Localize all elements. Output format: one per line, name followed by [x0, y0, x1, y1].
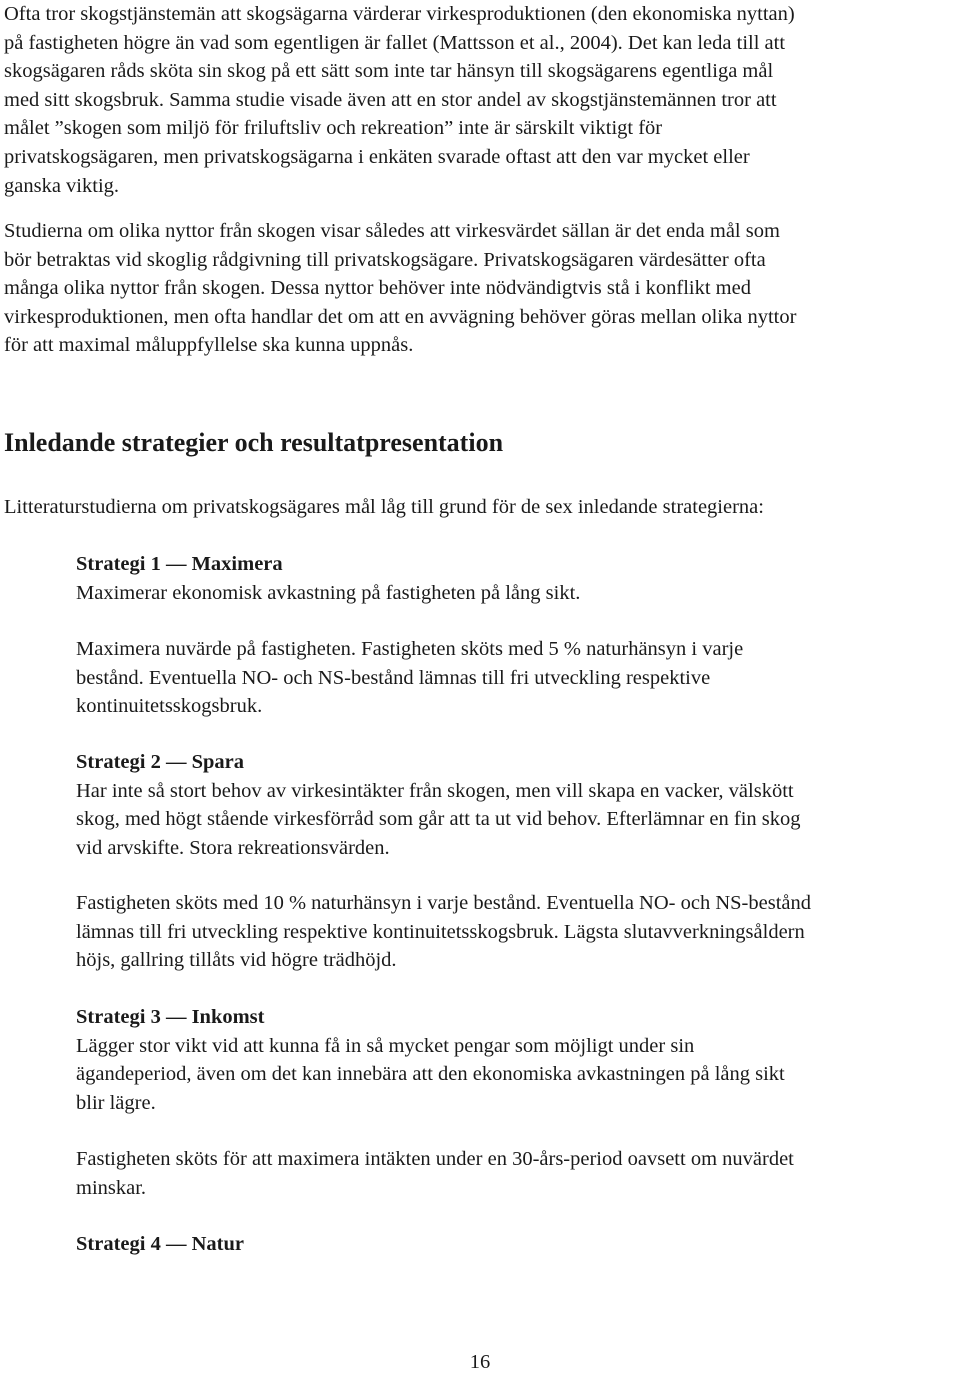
text-line: blir lägre. — [76, 1091, 156, 1114]
text-line: många olika nyttor från skogen. Dessa nyttor behöver inte nödvändigtvis stå i konflikt med — [4, 277, 751, 300]
text-line: för att maximal måluppfyllelse ska kunna uppnås. — [4, 334, 414, 357]
text-line: lämnas till fri utveckling respektive kontinuitetsskogsbruk. Lägsta slutavverkningsåldern — [76, 920, 805, 943]
text-line: skogsägaren råds sköta sin skog på ett sätt som inte tar hänsyn till skogsägarens egentliga mål — [4, 60, 774, 83]
text-line: Har inte så stort behov av virkesintäkter från skogen, men vill skapa en vacker, välskött — [76, 779, 794, 802]
strategy-1-method — [76, 635, 960, 721]
section-lead — [4, 493, 960, 522]
text-line: privatskogsägaren, men privatskogsägarna i enkäten svarade oftast att den var mycket eller — [4, 145, 750, 168]
section-heading: Inledande strategier och resultatpresentation — [4, 428, 504, 457]
text-line: höjs, gallring tillåts vid högre trädhöjd. — [76, 949, 397, 972]
strategy-4-title: Strategi 4 — Natur — [76, 1233, 244, 1255]
text-line: vid arvskifte. Stora rekreationsvärden. — [76, 836, 390, 859]
text-line: på fastigheten högre än vad som egentligen är fallet (Mattsson et al., 2004). Det kan leda till att — [4, 31, 786, 54]
page-number: 16 — [469, 1351, 491, 1373]
strategy-2-method — [76, 889, 960, 975]
text-line: Lägger stor vikt vid att kunna få in så mycket pengar som möjligt under sin — [76, 1034, 695, 1057]
text-line: virkesproduktionen, men ofta handlar det om att en avvägning behöver göras mellan olika nyttor — [4, 305, 797, 328]
strategy-1-title: Strategi 1 — Maximera — [76, 553, 283, 575]
strategy-3-title: Strategi 3 — Inkomst — [76, 1006, 265, 1028]
text-line: skog, med högt stående virkesförråd som går att ta ut vid behov. Efterlämnar en fin skog — [76, 808, 801, 831]
text-line: ägandeperiod, även om det kan innebära att den ekonomiska avkastningen på lång sikt — [76, 1063, 785, 1086]
text-line: Fastigheten sköts med 10 % naturhänsyn i varje bestånd. Eventuella NO- och NS-bestånd — [76, 892, 811, 914]
strategy-3-method — [76, 1145, 960, 1202]
text-line: Fastigheten sköts för att maximera intäkten under en 30-års-period oavsett om nuvärdet — [76, 1148, 794, 1170]
intro-paragraph-1 — [4, 0, 960, 200]
strategy-2-title: Strategi 2 — Spara — [76, 751, 244, 773]
text-line: bestånd. Eventuella NO- och NS-bestånd lämnas till fri utveckling respektive — [76, 666, 711, 689]
text-line: Maximera nuvärde på fastigheten. Fastigheten sköts med 5 % naturhänsyn i varje — [76, 638, 744, 660]
strategy-2-block — [76, 748, 960, 862]
text-line: Maximerar ekonomisk avkastning på fastigheten på lång sikt. — [76, 581, 581, 604]
text-line: målet ”skogen som miljö för friluftsliv och rekreation” inte är särskilt viktigt för — [4, 117, 663, 140]
text-line: Litteraturstudierna om privatskogsägares mål låg till grund för de sex inledande strategierna: — [4, 496, 764, 518]
text-line: minskar. — [76, 1176, 147, 1199]
text-line: kontinuitetsskogsbruk. — [76, 695, 263, 718]
intro-paragraph-2 — [4, 217, 960, 360]
text-line: Ofta tror skogstjänstemän att skogsägarna värderar virkesproduktionen (den ekonomiska nyttan) — [4, 3, 795, 25]
strategy-3-block — [76, 1003, 960, 1117]
text-line: ganska viktig. — [4, 174, 120, 197]
strategy-1-block — [76, 550, 960, 607]
text-line: med sitt skogsbruk. Samma studie visade även att en stor andel av skogstjänstemännen tror att — [4, 88, 777, 111]
strategy-4-block — [76, 1230, 960, 1259]
text-line: Studierna om olika nyttor från skogen visar således att virkesvärdet sällan är det enda mål som — [4, 220, 780, 242]
text-line: bör betraktas vid skoglig rådgivning till privatskogsägare. Privatskogsägaren värdesätter ofta — [4, 248, 766, 271]
